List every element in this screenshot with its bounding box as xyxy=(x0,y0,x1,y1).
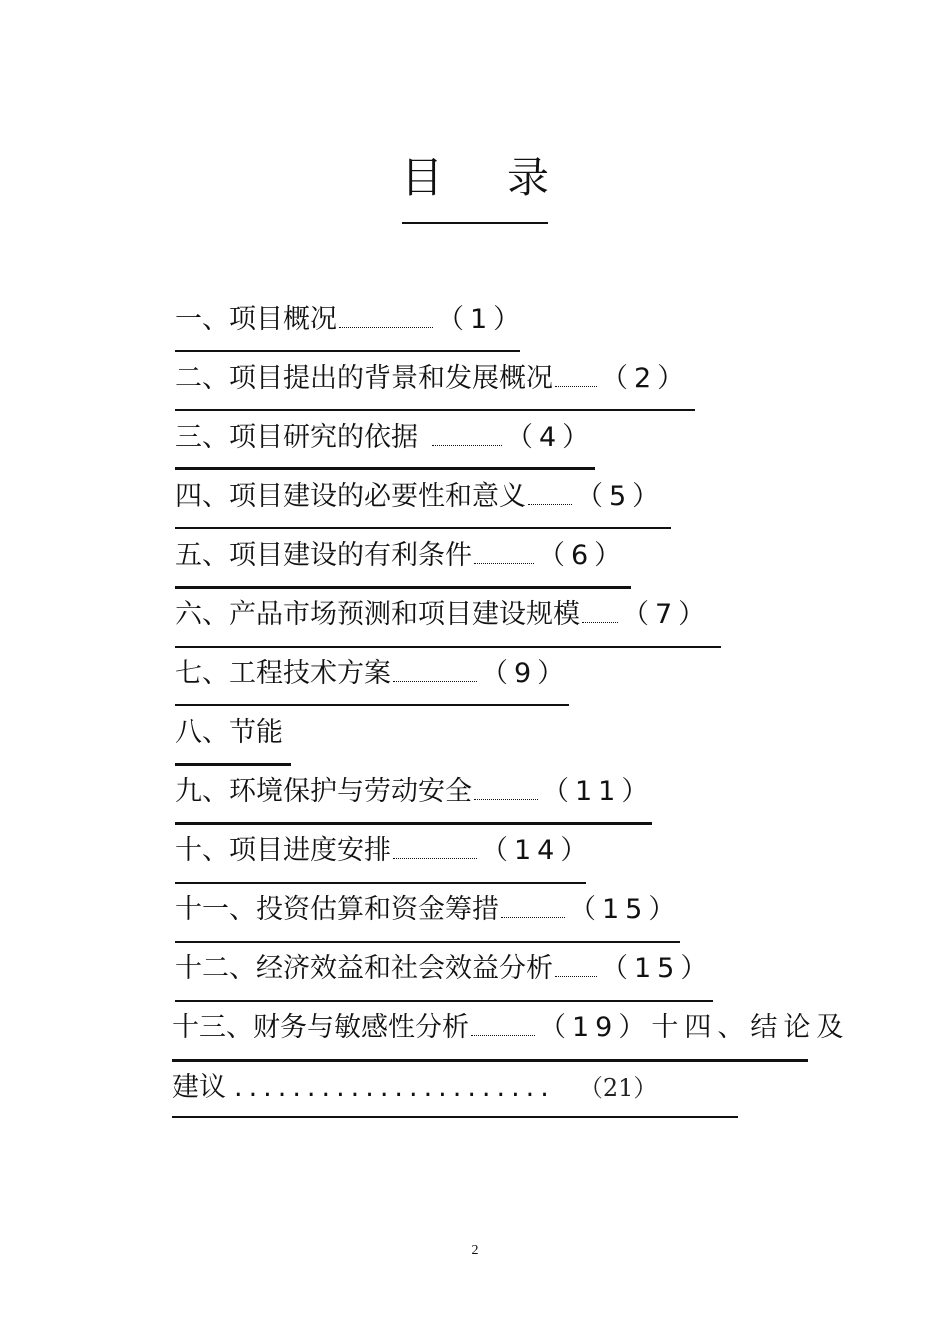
toc-entry-page: （14） xyxy=(481,835,594,866)
entry-underline xyxy=(175,350,520,352)
toc-entry[interactable] xyxy=(175,951,713,1001)
toc-entry-page: （5） xyxy=(576,481,666,512)
toc-entry-label: 建议 xyxy=(172,1072,226,1103)
toc-entry-label: 一、项目概况 xyxy=(175,304,337,335)
dot-leader xyxy=(393,856,477,859)
toc-entry-label: 九、环境保护与劳动安全 xyxy=(175,776,472,807)
dot-leader xyxy=(474,797,538,800)
entry-underline xyxy=(172,1059,808,1062)
dot-leader xyxy=(528,502,572,505)
entry-underline xyxy=(175,467,595,470)
entry-underline xyxy=(175,763,291,766)
toc-entry-page: （19）十四、结论及 xyxy=(539,1012,850,1043)
toc-entry[interactable] xyxy=(175,656,570,706)
toc-entry-label: 四、项目建设的必要性和意义 xyxy=(175,481,526,512)
toc-entry-page: （6） xyxy=(538,540,628,571)
entry-underline xyxy=(175,1000,713,1002)
toc-entry-page: （7） xyxy=(622,599,712,630)
dot-leader xyxy=(555,974,597,977)
dot-leader xyxy=(582,620,618,623)
toc-entry-page: （1） xyxy=(437,304,527,335)
toc-entry[interactable] xyxy=(175,479,665,529)
toc-entry-label: 六、产品市场预测和项目建设规模 xyxy=(175,599,580,630)
toc-entry[interactable] xyxy=(175,361,690,411)
toc-entry-page: （4） xyxy=(506,422,596,453)
toc-entry[interactable] xyxy=(175,892,681,942)
entry-underline xyxy=(175,941,680,943)
dot-leader: ...................... xyxy=(234,1072,555,1103)
toc-entry-label: 三、项目研究的依据 xyxy=(175,422,418,453)
dot-leader xyxy=(555,384,597,387)
toc-entry-label: 二、项目提出的背景和发展概况 xyxy=(175,363,553,394)
toc-entry[interactable] xyxy=(175,715,283,765)
toc-entry-label: 十、项目进度安排 xyxy=(175,835,391,866)
toc-entry-label: 十三、财务与敏感性分析 xyxy=(172,1012,469,1043)
toc-entry-page: （15） xyxy=(601,953,714,984)
dot-leader xyxy=(393,679,477,682)
toc-entry-label: 八、节能 xyxy=(175,717,283,748)
entry-underline xyxy=(175,527,671,529)
toc-entry[interactable] xyxy=(172,1010,849,1060)
page-number: 2 xyxy=(471,1243,479,1258)
entry-underline xyxy=(175,586,631,589)
entry-underline xyxy=(172,1116,738,1118)
dot-leader xyxy=(471,1033,535,1036)
page-title: 目录 xyxy=(400,153,613,202)
entry-underline xyxy=(175,409,695,411)
toc-entry[interactable] xyxy=(175,538,627,588)
title-underline xyxy=(402,222,548,224)
toc-entry[interactable] xyxy=(175,833,593,883)
toc-entry[interactable] xyxy=(175,597,711,647)
toc-entry-page: （2） xyxy=(601,363,691,394)
toc-entry-label: 七、工程技术方案 xyxy=(175,658,391,689)
toc-entry-label: 十一、投资估算和资金筹措 xyxy=(175,894,499,925)
dot-leader xyxy=(501,915,565,918)
entry-underline xyxy=(175,646,721,648)
toc-entry-page: （9） xyxy=(481,658,571,689)
toc-entry-label: 五、项目建设的有利条件 xyxy=(175,540,472,571)
entry-underline xyxy=(175,704,569,706)
toc-entry[interactable] xyxy=(172,1070,657,1120)
dot-leader xyxy=(474,561,534,564)
dot-leader xyxy=(339,325,433,328)
toc-entry-label: 十二、经济效益和社会效益分析 xyxy=(175,953,553,984)
toc-entry-page: （11） xyxy=(542,776,655,807)
toc-entry-page: （15） xyxy=(569,894,682,925)
entry-underline xyxy=(175,882,586,884)
toc-entry[interactable] xyxy=(175,774,654,824)
toc-entry[interactable] xyxy=(175,302,526,352)
dot-leader xyxy=(432,443,502,446)
toc-entry-page: （21） xyxy=(578,1074,658,1102)
entry-underline xyxy=(175,822,652,825)
toc-entry[interactable] xyxy=(175,420,595,470)
